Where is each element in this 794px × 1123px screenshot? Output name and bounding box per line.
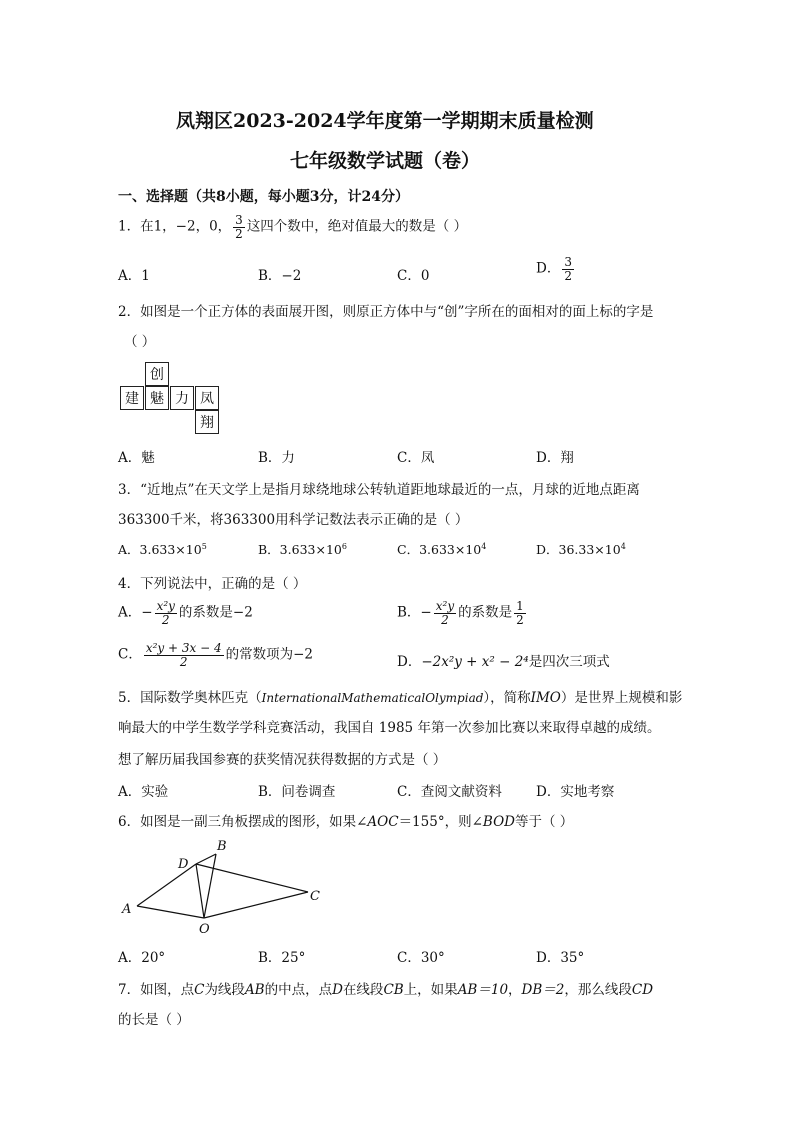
question-3-line1: 3．“近地点”在天文学上是指月球绕地球公转轨道距地球最近的一点，月球的近地点距离 [118,482,640,498]
segment-db [196,854,216,864]
label-d: D [178,857,189,872]
question-7-line2: 的长是（ ） [118,1012,190,1028]
q2-option-c[interactable]: C．凤 [397,450,435,466]
question-4-stem: 4．下列说法中，正确的是（ ） [118,576,307,592]
q1-option-c[interactable]: C．0 [397,268,430,284]
cube-net-figure [120,362,224,436]
q1-prefix: 1．在1，−2，0， [118,218,232,235]
segment-oc [204,892,308,918]
net-cell-xiang: 翔 [195,410,219,434]
label-a: A [122,902,132,917]
segment-bo [204,854,216,918]
q1-option-a[interactable]: A．1 [118,268,150,284]
q5-option-c[interactable]: C．查阅文献资料 [397,784,502,800]
q4-option-c[interactable]: C． $\frac{\text{x²y + 3x − 4}}{2}$ 的常数项为−2 [118,641,314,669]
question-2-line1: 2．如图是一个正方体的表面展开图，则原正方体中与“创”字所在的面相对的面上标的字是 [118,304,654,320]
q6-option-b[interactable]: B．25° [258,950,306,966]
q6-option-d[interactable]: D．35° [536,950,585,966]
triangle-ruler-figure [110,832,340,937]
section-heading: 一、选择题（共8小题，每小题3分，计24分） [118,189,409,205]
q4-option-a[interactable]: A．− $\frac{\text{x²y}}{2}$ 的系数是−2 [118,599,253,627]
q2-option-d[interactable]: D．翔 [536,450,574,466]
label-c: C [310,889,320,904]
question-5-line3: 想了解历届我国参赛的获奖情况获得数据的方式是（ ） [118,752,447,768]
q5-option-a[interactable]: A．实验 [118,784,169,800]
question-2-line2: （ ） [124,334,156,350]
q2-option-a[interactable]: A．魅 [118,450,155,466]
net-cell-feng: 凤 [195,386,219,410]
q6-option-a[interactable]: A．20° [118,950,166,966]
label-o: O [199,922,210,937]
net-cell-jian: 建 [120,386,144,410]
q5-option-d[interactable]: D．实地考察 [536,784,615,800]
q1-fraction: $\frac{3}{2}$ [235,213,243,241]
q4-option-d[interactable]: D．−2x²y + x² − 2⁴是四次三项式 [397,654,610,670]
q3-option-a[interactable]: A．$3.633\times 10^5$ [118,541,207,557]
page-subtitle: 七年级数学试题（卷） [290,150,481,172]
q4-option-b[interactable]: B．− $\frac{\text{x²y}}{2}$ 的系数是 $\frac{1}{2}$ [397,599,524,627]
q1-option-d[interactable]: D． $\frac{3}{2}$ [536,255,572,283]
question-3-line2: 363300千米，将363300用科学记数法表示正确的是（ ） [118,512,469,528]
q2-option-b[interactable]: B．力 [258,450,295,466]
question-6-stem: 6．如图是一副三角板摆成的图形，如果∠AOC＝155°，则∠BOD等于（ ） [118,814,574,830]
q3-option-d[interactable]: D．$36.33\times 10^4$ [536,541,626,557]
q6-option-c[interactable]: C．30° [397,950,445,966]
q1-option-b[interactable]: B．−2 [258,268,302,284]
label-b: B [217,839,227,854]
question-7-line1: 7．如图，点C为线段AB的中点，点D在线段CB上，如果AB＝10，DB＝2，那么线段CD [118,982,654,998]
question-5-line2: 响最大的中学生数学学科竞赛活动，我国自 1985 年第一次参加比赛以来取得卓越的成绩。 [118,720,661,736]
segment-ao [137,906,204,918]
q3-option-b[interactable]: B．$3.633\times 10^6$ [258,541,347,557]
question-5-line1: 5．国际数学奥林匹克（InternationalMathematicalOlympiad），简称IMO）是世界上规模和影 [118,690,683,706]
net-cell-chuang: 创 [145,362,169,386]
net-cell-li: 力 [170,386,194,410]
question-1 [118,214,467,240]
net-cell-mei: 魅 [145,386,169,410]
q1-suffix: 这四个数中，绝对值最大的数是（ ） [246,218,468,235]
q3-option-c[interactable]: C．$3.633\times 10^4$ [397,541,487,557]
q5-option-b[interactable]: B．问卷调查 [258,784,336,800]
page-title: 凤翔区2023-2024学年度第一学期期末质量检测 [176,110,594,132]
segment-do [196,864,204,918]
